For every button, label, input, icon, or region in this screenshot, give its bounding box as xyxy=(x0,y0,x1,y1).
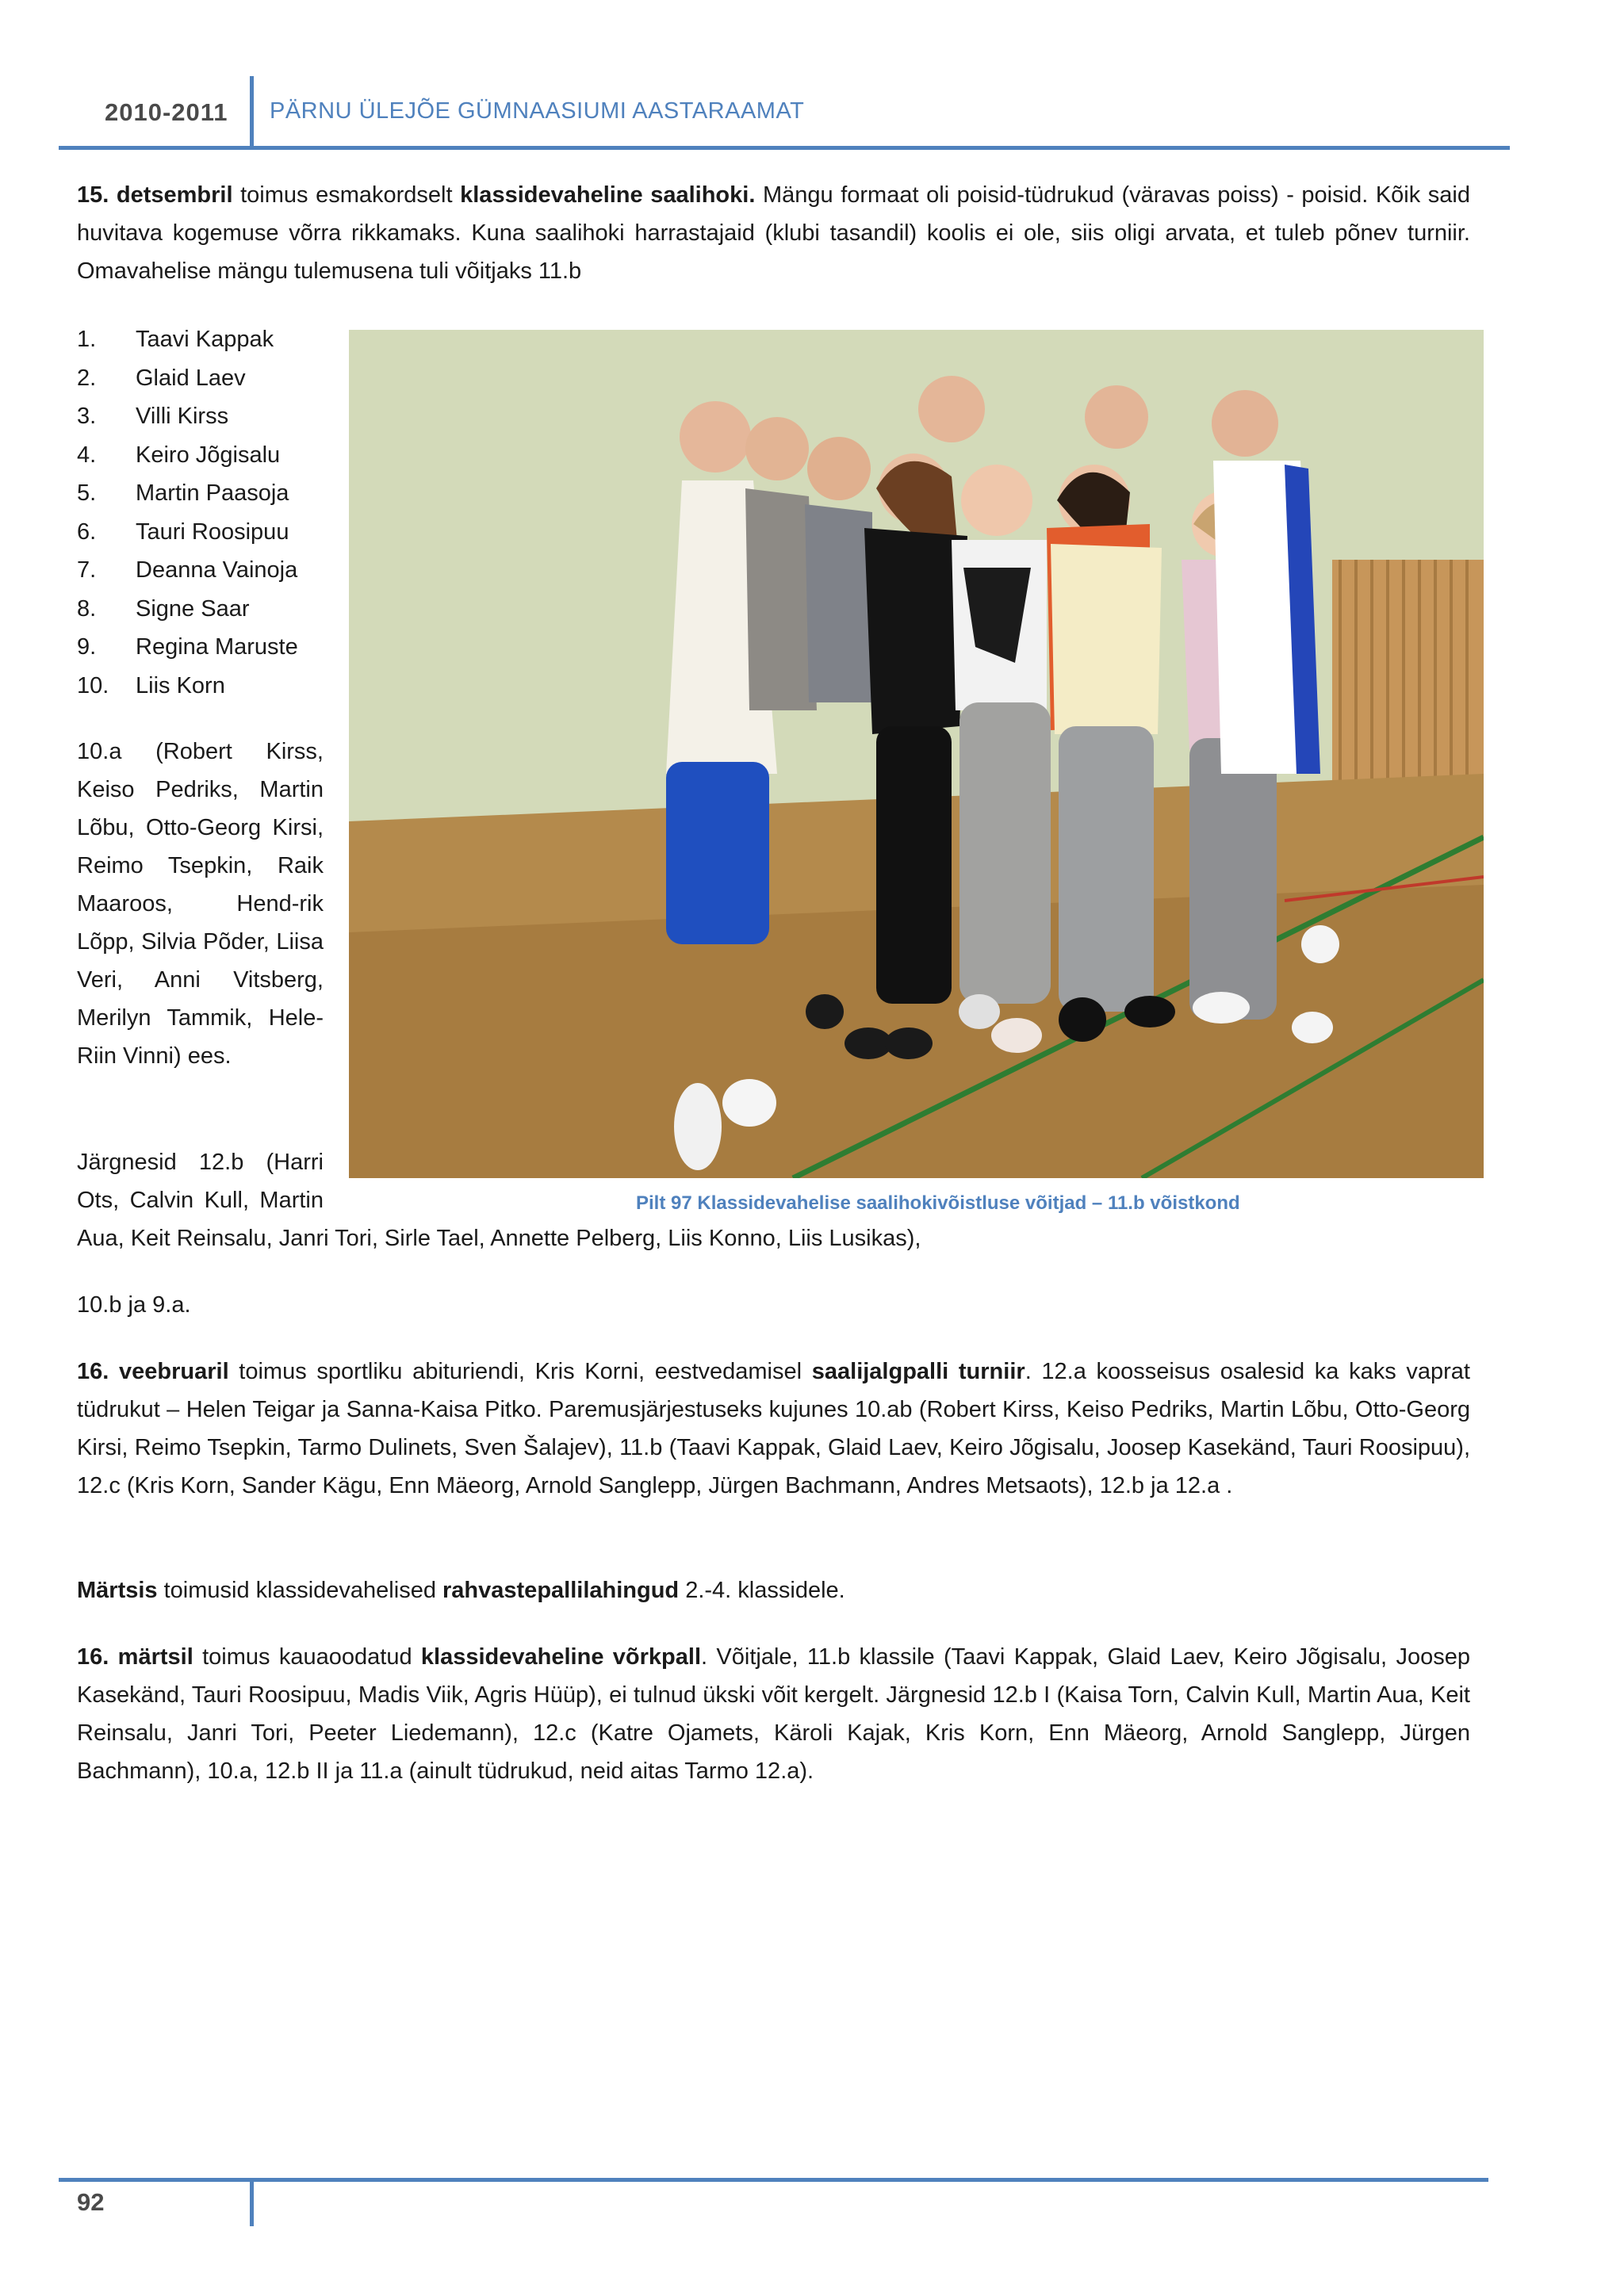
intro-section xyxy=(77,176,1470,290)
list-name: Villi Kirss xyxy=(136,404,229,429)
paragraph-10a: 10.a (Robert Kirss, Keiso Pedriks, Martin Lõbu, Otto-Georg Kirsi, Reimo Tsepkin, Raik Maaroos, Hend-rik Lõpp, Silvia Põder, Liisa Veri, Anni Vitsberg, Merilyn Tammik, Hele-Riin Vinni) ees. xyxy=(77,739,324,1069)
list-number: 9. xyxy=(77,634,97,660)
text-span: Mängu formaat oli poisid-tüdrukud (väravas poiss) - poisid. Kõik said huvitava kogemuse võrra rikkamaks. Kuna saalihoki harrastajaid (klubi tasandil) koolis ei ole, siis oligi arvata, et tuleb põnev turniir. Omavahelise mängu tulemusena tuli võitjaks 11.b xyxy=(77,182,1470,284)
paragraph-12b-continued: Aua, Keit Reinsalu, Janri Tori, Sirle Tael, Annette Pelberg, Liis Konno, Liis Lusikas), xyxy=(77,1226,921,1251)
list-number: 7. xyxy=(77,557,97,583)
winners-list xyxy=(77,320,331,705)
list-item xyxy=(77,474,331,513)
list-name: Keiro Jõgisalu xyxy=(136,442,281,468)
list-item xyxy=(77,436,331,475)
list-item xyxy=(77,628,331,667)
list-item xyxy=(77,513,331,552)
list-item xyxy=(77,667,331,706)
header-title: PÄRNU ÜLEJÕE GÜMNAASIUMI AASTARAAMAT xyxy=(270,98,805,124)
list-item xyxy=(77,397,331,436)
date-dodgeball: Märtsis xyxy=(77,1578,158,1603)
team-photo xyxy=(349,330,1484,1178)
footer-divider xyxy=(250,2180,254,2226)
list-number: 1. xyxy=(77,327,97,352)
list-number: 4. xyxy=(77,442,97,468)
text-span: . Võitjale, 11.b klassile (Taavi Kappak, Glaid Laev, Keiro Jõgisalu, Joosep Kasekänd, Tauri Roosipuu, Madis Viik, Agris Hüüp), ei tulnud ükski võit kergelt. Järgnesid 12.b I (Kaisa Torn, Calvin Kull, Martin Aua, Keit Reinsalu, Janri Tori, Peeter Liedemann), 12.c (Katre Ojamets, Käroli Kajak, Kris Korn, Enn Mäeorg, Arnold Sanglepp, Jürgen Bachmann), 10.a, 12.b II ja 11.a (ainult tüdrukud, neid aitas Tarmo 12.a). xyxy=(77,1644,1470,1784)
list-name: Regina Maruste xyxy=(136,634,298,660)
page-number: 92 xyxy=(77,2188,105,2216)
footer-rule xyxy=(59,2178,1488,2182)
paragraph-12b-start: Järgnesid 12.b (Harri Ots, Calvin Kull, Martin xyxy=(77,1150,324,1213)
header-divider xyxy=(250,76,254,146)
page-header xyxy=(59,76,1510,147)
event-floorball: klassidevaheline saalihoki. xyxy=(460,182,756,208)
list-item xyxy=(77,590,331,629)
team-photo-illustration xyxy=(349,330,1484,1178)
paragraph-floorball xyxy=(77,176,1470,290)
paragraph-football xyxy=(77,1353,1470,1505)
list-number: 5. xyxy=(77,480,97,506)
event-dodgeball: rahvastepallilahingud xyxy=(442,1578,680,1603)
text-span: toimus kauaoodatud xyxy=(193,1644,421,1670)
list-number: 10. xyxy=(77,672,109,698)
text-span: . 12.a koosseisus osalesid ka kaks vaprat tüdrukut – Helen Teigar ja Sanna-Kaisa Pitko. Paremusjärjestuseks kujunes 10.ab (Robert Kirss, Keiso Pedriks, Martin Lõbu, Otto-Georg Kirsi, Reimo Tsepkin, Tarmo Dulinets, Sven Šalajev), 11.b (Taavi Kappak, Glaid Laev, Keiro Jõgisalu, Joosep Kasekänd, Tauri Roosipuu), 12.c (Kris Korn, Sander Kägu, Enn Mäeorg, Arnold Sanglepp, Jürgen Bachmann, Andres Metsaots), 12.b ja 12.a . xyxy=(77,1359,1470,1498)
list-name: Deanna Vainoja xyxy=(136,557,298,583)
photo-caption: Pilt 97 Klassidevahelise saalihokivõistluse võitjad – 11.b võistkond xyxy=(636,1192,1240,1214)
paragraph-dodgeball xyxy=(77,1571,1470,1609)
date-floorball: 15. detsembril xyxy=(77,182,233,208)
list-item xyxy=(77,320,331,359)
list-item xyxy=(77,359,331,398)
list-number: 2. xyxy=(77,365,97,391)
event-volleyball: klassidevaheline võrkpall xyxy=(420,1644,702,1670)
list-number: 6. xyxy=(77,519,97,545)
paragraph-volleyball xyxy=(77,1638,1470,1790)
list-name: Taavi Kappak xyxy=(136,327,274,352)
list-name: Signe Saar xyxy=(136,595,250,622)
header-year: 2010-2011 xyxy=(105,98,228,126)
date-volleyball: 16. märtsil xyxy=(77,1644,193,1670)
list-name: Martin Paasoja xyxy=(136,480,289,506)
text-span: toimusid klassidevahelised xyxy=(157,1578,443,1603)
paragraph-10b-9a: 10.b ja 9.a. xyxy=(77,1292,191,1318)
event-football: saalijalgpalli turniir xyxy=(811,1359,1025,1384)
text-span: 2.-4. klassidele. xyxy=(679,1578,845,1603)
list-name: Glaid Laev xyxy=(136,365,246,391)
text-span: toimus sportliku abituriendi, Kris Korni, eestvedamisel xyxy=(228,1359,812,1384)
text-span: toimus esmakordselt xyxy=(232,182,461,208)
list-number: 8. xyxy=(77,595,97,622)
list-name: Tauri Roosipuu xyxy=(136,519,289,545)
list-item xyxy=(77,551,331,590)
date-football: 16. veebruaril xyxy=(77,1359,229,1384)
header-rule xyxy=(59,146,1510,150)
list-number: 3. xyxy=(77,404,97,429)
list-name: Liis Korn xyxy=(136,672,225,698)
